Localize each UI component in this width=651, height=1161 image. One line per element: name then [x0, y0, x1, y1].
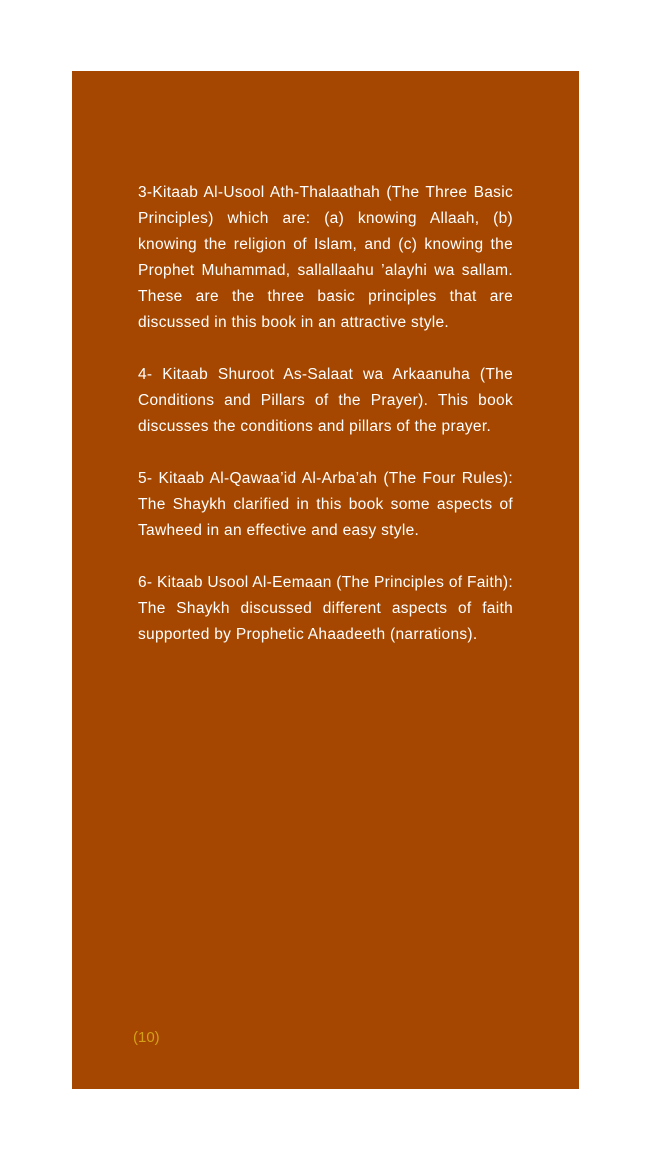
paragraph-kitaab-usool-al-eemaan: 6- Kitaab Usool Al-Eemaan (The Principles of Faith): The Shaykh discussed different aspects of faith supported by Prophetic Ahaadeeth (narrations).: [138, 574, 513, 643]
paragraph-kitaab-shuroot-as-salaat: 4- Kitaab Shuroot As-Salaat wa Arkaanuha (The Conditions and Pillars of the Prayer). This book discusses the conditions and pillars of the prayer.: [138, 366, 513, 435]
paragraph-kitaab-al-qawaaid-al-arbaah: 5- Kitaab Al-Qawaa’id Al-Arba’ah (The Four Rules): The Shaykh clarified in this book some aspects of Tawheed in an effective and easy style.: [138, 470, 513, 539]
paragraph-kitaab-al-usool-ath-thalaathah: 3-Kitaab Al-Usool Ath-Thalaathah (The Three Basic Principles) which are: (a) knowing Allaah, (b) knowing the religion of Islam, and (c) knowing the Prophet Muhammad, sallallaahu ’alayhi wa sallam. These are the three basic principles that are discussed in this book in an attractive style.: [138, 184, 513, 331]
body-text: [138, 180, 513, 674]
document-page: [72, 71, 579, 1089]
page-number: (10): [133, 1029, 160, 1046]
